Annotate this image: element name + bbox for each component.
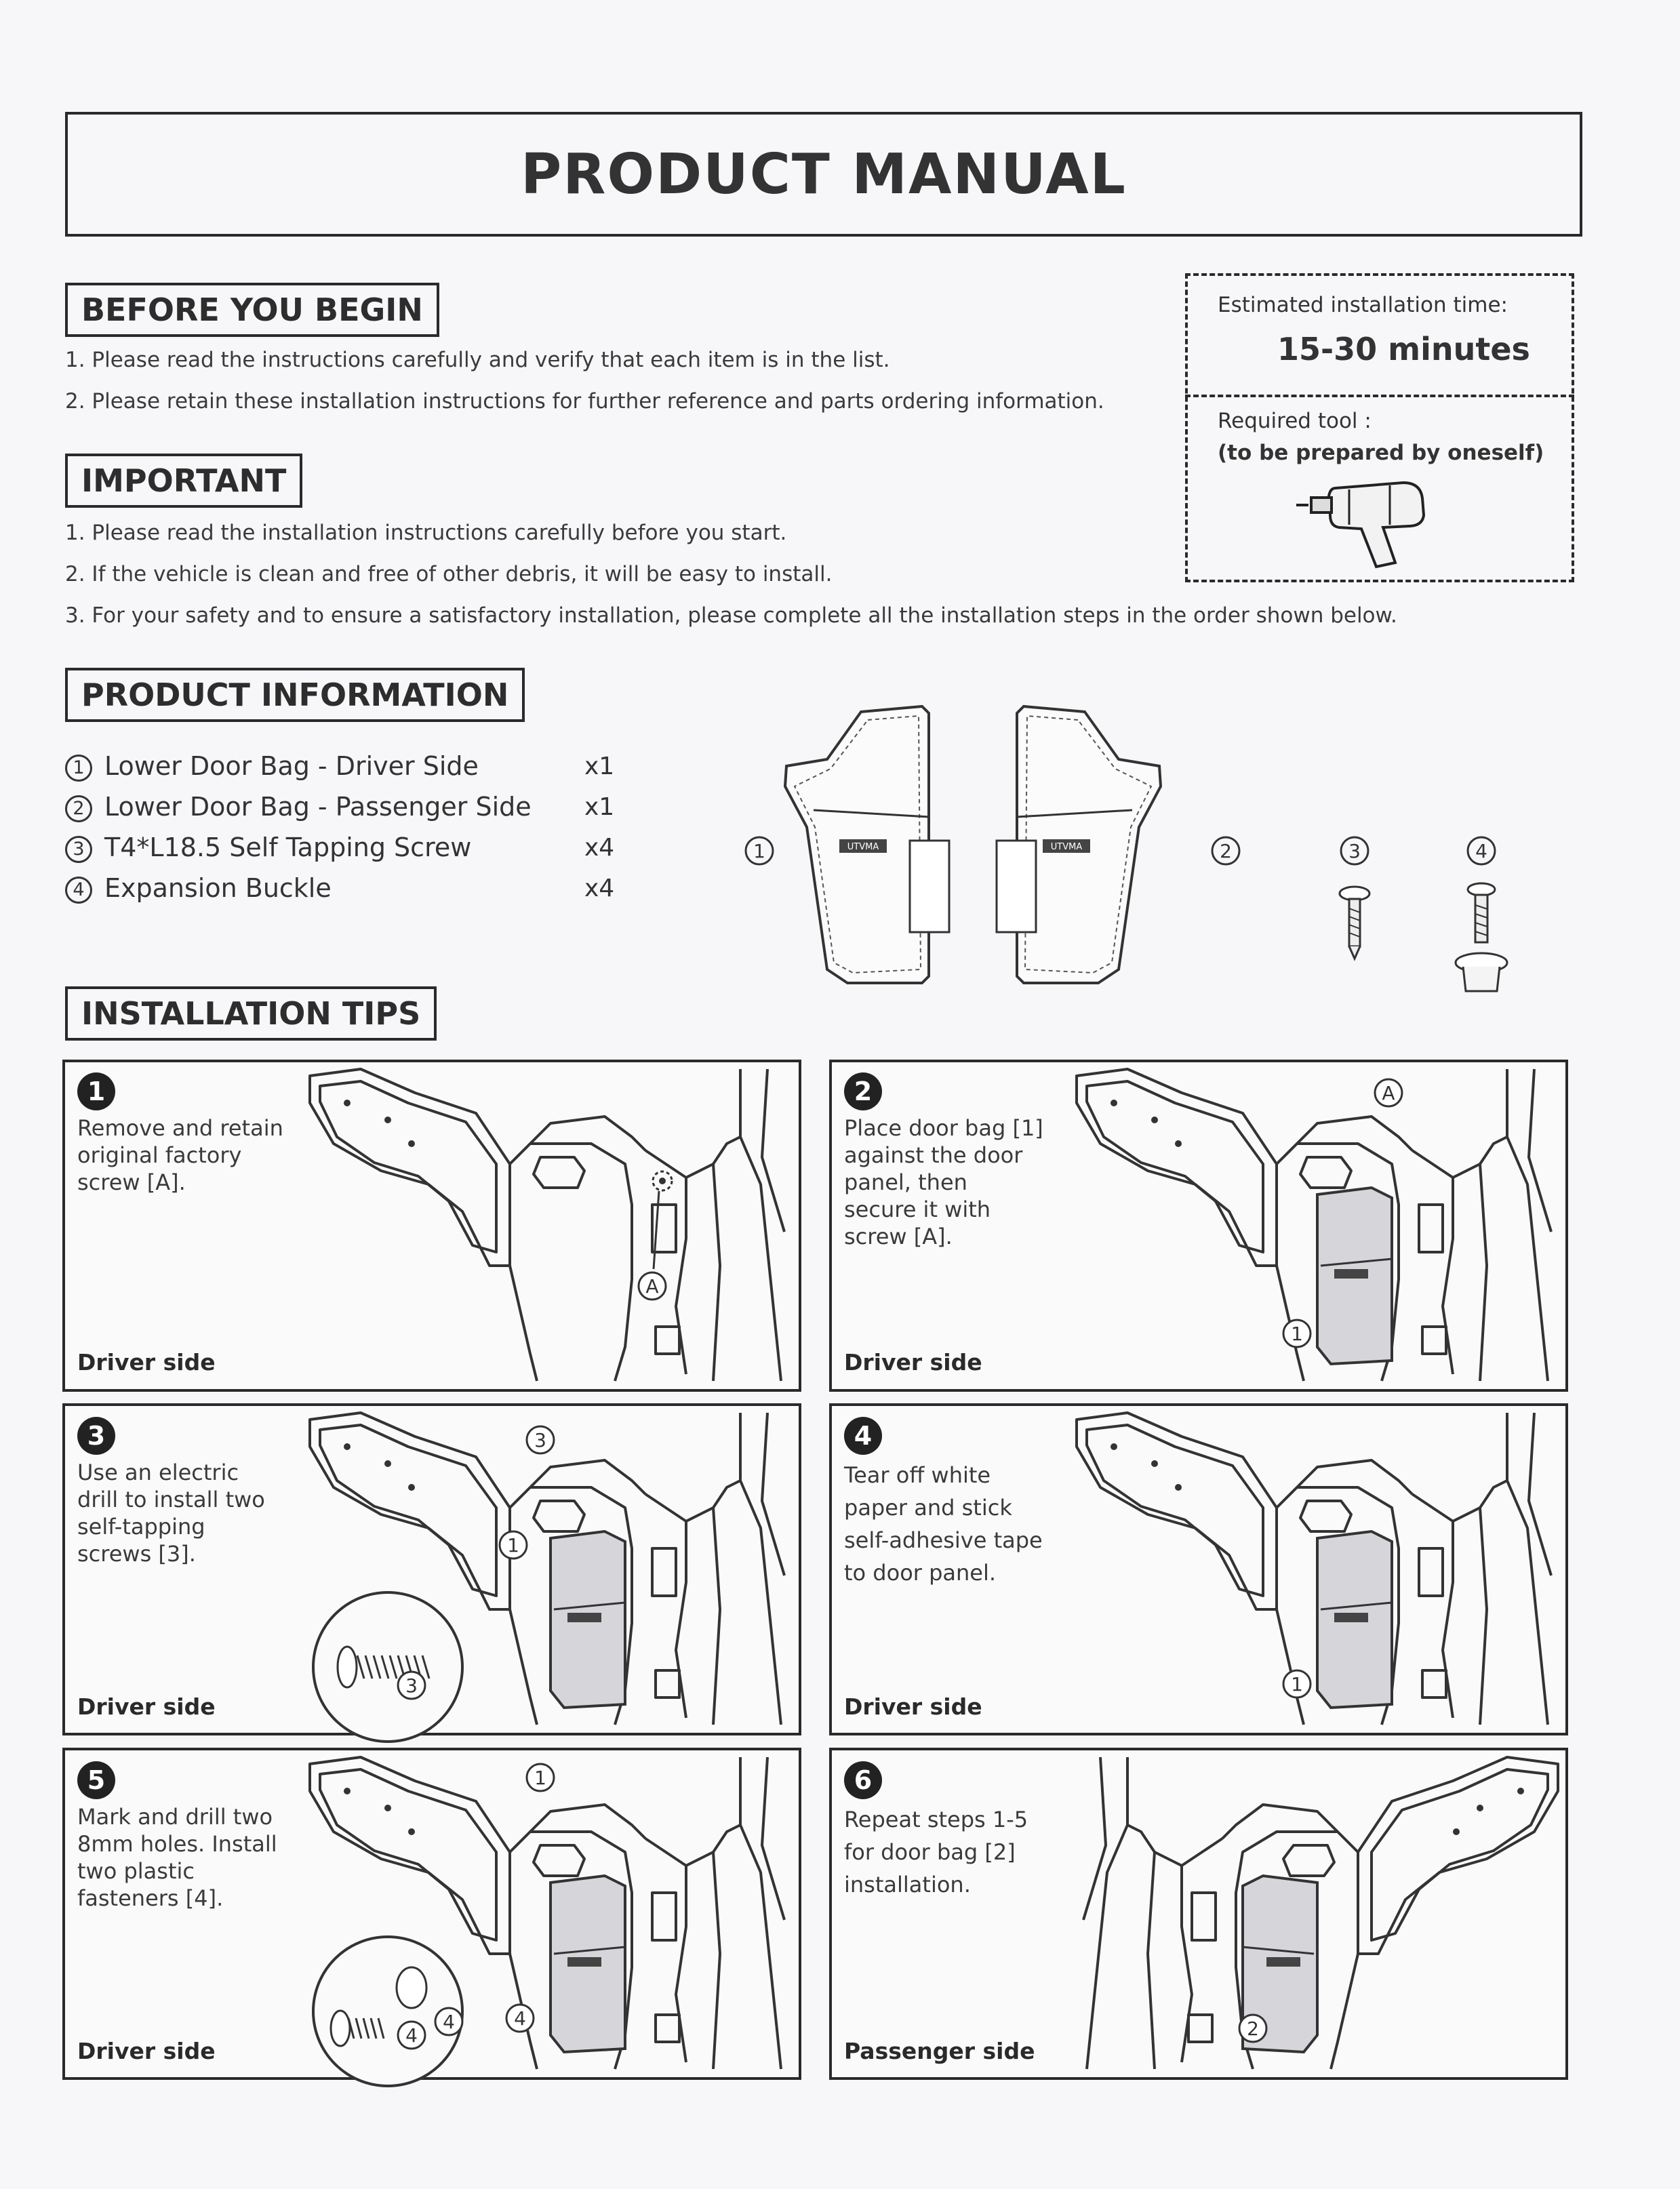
step-text-5: Mark and drill two 8mm holes. Install two plastic fasteners [4]. [77,1804,277,1911]
step-5-door-illustration [306,1750,795,2076]
step-6-callout-1 [1239,2015,1266,2042]
part-qty-3: x4 [584,834,615,862]
step-side-5: Driver side [77,2038,216,2064]
step-side-3: Driver side [77,1693,216,1720]
step-text-3: Use an electric drill to install two self-tapping screws [3]. [77,1460,265,1567]
door-bag-passenger-illustration [997,698,1161,983]
part-row-3 [65,832,471,863]
figure-label-4 [1468,837,1495,864]
door-bag-driver-illustration [785,706,949,983]
step-1-callout-1 [639,1272,666,1300]
title-box [65,112,1582,237]
part-number-3: 3 [65,836,92,863]
step-side-2: Driver side [844,1349,982,1375]
time-value: 15-30 minutes [1277,331,1530,367]
svg-text:2: 2 [1220,840,1232,862]
step-number-1: 1 [77,1072,115,1110]
svg-text:4: 4 [514,2007,526,2030]
svg-text:1: 1 [1291,1673,1303,1695]
step-2-callout-1 [1375,1079,1402,1106]
svg-text:1: 1 [1291,1323,1303,1345]
screw-illustration [1340,887,1369,959]
figure-label-3 [1341,837,1368,864]
electric-drill-icon [1308,468,1437,569]
brand-tag-driver: UTVMA [847,842,879,852]
step-number-5: 5 [77,1761,115,1799]
expansion-buckle-illustration [1456,883,1507,991]
part-number-1: 1 [65,755,92,782]
svg-text:2: 2 [1247,2017,1259,2040]
part-qty-2: x1 [584,793,615,821]
step-number-6: 6 [844,1761,882,1799]
step-4-door-illustration [1073,1406,1561,1731]
step-5-callout-4 [506,2005,534,2032]
part-name-4: Expansion Buckle [104,873,332,903]
tool-box-divider [1185,395,1574,397]
part-name-1: Lower Door Bag - Driver Side [104,751,479,781]
step-side-6: Passenger side [844,2038,1035,2064]
step-1-door-illustration [306,1062,795,1388]
step-number-3: 3 [77,1417,115,1455]
svg-text:4: 4 [443,2011,455,2033]
step-6-door-illustration [1073,1750,1561,2076]
part-qty-1: x1 [584,752,615,780]
step-text-4: Tear off white paper and stick self-adhesive tape to door panel. [844,1462,1043,1586]
step-side-4: Driver side [844,1693,982,1720]
important-item-2: 2. If the vehicle is clean and free of other debris, it will be easy to install. [65,562,833,586]
step-5-callout-2 [398,2022,425,2049]
step-3-callout-3 [500,1531,527,1559]
before-item-2: 2. Please retain these installation instructions for further reference and parts ordering information. [65,389,1104,414]
brand-tag-passenger: UTVMA [1050,842,1083,852]
step-side-1: Driver side [77,1349,216,1375]
step-5-callout-1 [527,1764,554,1791]
step-text-2: Place door bag [1] against the door panel, then secure it with screw [A]. [844,1115,1043,1249]
figure-label-2 [1212,837,1239,864]
svg-text:4: 4 [1475,840,1487,862]
svg-text:1: 1 [753,840,765,862]
before-heading: BEFORE YOU BEGIN [65,283,439,337]
important-item-1: 1. Please read the installation instructions carefully before you start. [65,521,787,545]
step-2-door-illustration [1073,1062,1561,1388]
part-row-1 [65,751,479,782]
part-number-2: 2 [65,795,92,822]
step-2-callout-2 [1283,1320,1311,1347]
part-name-2: Lower Door Bag - Passenger Side [104,792,532,822]
part-number-4: 4 [65,877,92,904]
important-heading: IMPORTANT [65,454,302,508]
figure-label-1 [746,837,773,864]
svg-text:1: 1 [534,1767,546,1789]
part-name-3: T4*L18.5 Self Tapping Screw [104,832,472,862]
svg-text:3: 3 [534,1429,546,1451]
step-number-4: 4 [844,1417,882,1455]
part-row-4 [65,873,332,904]
svg-text:1: 1 [507,1534,519,1557]
important-item-3: 3. For your safety and to ensure a satisfactory installation, please complete all the installation steps in the order shown below. [65,603,1397,628]
installation-tips-heading: INSTALLATION TIPS [65,986,437,1041]
product-parts-figure [732,698,1546,1017]
svg-text:3: 3 [1348,840,1361,862]
step-5-callout-3 [435,2008,462,2035]
step-text-6: Repeat steps 1-5 for door bag [2] installation. [844,1807,1028,1897]
step-4-callout-1 [1283,1670,1311,1698]
part-qty-4: x4 [584,875,615,902]
part-row-2 [65,792,532,822]
tool-note: (to be prepared by oneself) [1218,441,1544,465]
step-3-door-illustration [306,1406,795,1731]
step-text-1: Remove and retain original factory screw [A]. [77,1115,283,1195]
svg-text:3: 3 [405,1674,418,1697]
before-item-1: 1. Please read the instructions carefully and verify that each item is in the list. [65,348,890,372]
svg-text:4: 4 [405,2024,418,2047]
step-3-callout-2 [398,1672,425,1699]
svg-text:A: A [1382,1082,1395,1104]
step-number-2: 2 [844,1072,882,1110]
svg-text:A: A [645,1275,659,1298]
tool-label: Required tool : [1218,409,1372,433]
page-title: PRODUCT MANUAL [521,142,1127,207]
step-3-callout-1 [527,1426,554,1453]
product-info-heading: PRODUCT INFORMATION [65,668,525,722]
time-label: Estimated installation time: [1218,293,1508,317]
